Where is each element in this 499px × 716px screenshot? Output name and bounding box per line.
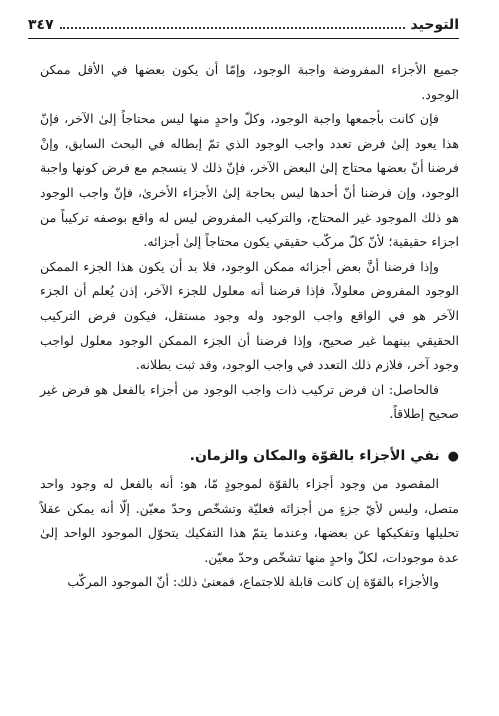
section-paragraph: والأجزاء بالقوّة إن كانت قابلة للاجتماع، فمعنىٰ ذلك: أنّ الموجود المركّب [67, 574, 439, 590]
page-body [40, 58, 459, 595]
page-number: ٣٤٧ [28, 17, 54, 33]
body-paragraph: وإذا فرضنا أنَّ بعض أجزائه ممكن الوجود، فلا بد أن يكون هذا الجزء الممكن الوجود المفروض معلولاً، فإذا فرضنا أنه معلول للجزء الآخر، إذن يُعلم أن الجزء الآخر هو في الواقع واجب الوجود وله وجود مستقل، فيكون فرض التركيب الحقيقي بينهما غير صحيح، وإذا فرضنا أن الجزء الممكن الوجود معلول لواجب وجود آخر، فلازم ذلك التعدد في واجب الوجود، وقد ثبت بطلانه. [40, 258, 459, 373]
running-header-title: التوحيد [410, 17, 459, 33]
section-heading-text: نفي الأجزاء بالقوّة والمكان والزمان. [189, 447, 440, 464]
running-header [28, 12, 459, 39]
body-paragraph: جميع الأجزاء المفروضة واجبة الوجود، وإمّا أن يكون بعضها في الأقل ممكن الوجود. [40, 62, 459, 102]
section-heading [40, 443, 459, 470]
bullet-icon: ● [447, 448, 459, 464]
body-paragraph: فإن كانت بأجمعها واجبة الوجود، وكلّ واحدٍ منها ليس محتاجاً إلىٰ الآخر، فإنّ هذا يعود إلىٰ فرض تعدد واجب الوجود الذي تمّ إبطاله في البحث السابق، وإنْ فرضنا أنّ بعضها محتاج إلىٰ البعض الآخر، فإنّ ذلك لا ينسجم مع فرض كونها واجبة الوجود، وإن فرضنا أنّ أحدها ليس بحاجة إلىٰ الأجزاء الأخرىٰ، فإنّ واجب الوجود هو ذلك الموجود غير المحتاج، والتركيب المفروض ليس له واقع بوصفه تركيباً من اجزاء حقيقية؛ لأنّ كلّ مركّب حقيقي يكون محتاجاً إلىٰ أجزائه. [40, 111, 459, 250]
body-paragraph: فالحاصل: ان فرض تركيب ذات واجب الوجود من أجزاء بالفعل هو فرض غير صحيح إطلاقاً. [40, 381, 459, 422]
section-paragraph: المقصود من وجود أجزاء بالقوّة لموجودٍ مّا، هو: أنه بالفعل له وجود واحد متصل، وليس لأيّ جزءٍ من أجزائه فعليّة وتشخّص وحدّ معيّن. إلّا أنه يمكن عقلاً تحليلها وتفكيكها عن بعضها، وعندما يتمّ هذا التفكيك يتحوّل الموجود الواحد إلىٰ عدة موجودات، لكلّ واحدٍ منها تشخّص وحدّ معيّن. [40, 475, 459, 565]
header-dot-leader [60, 27, 405, 29]
